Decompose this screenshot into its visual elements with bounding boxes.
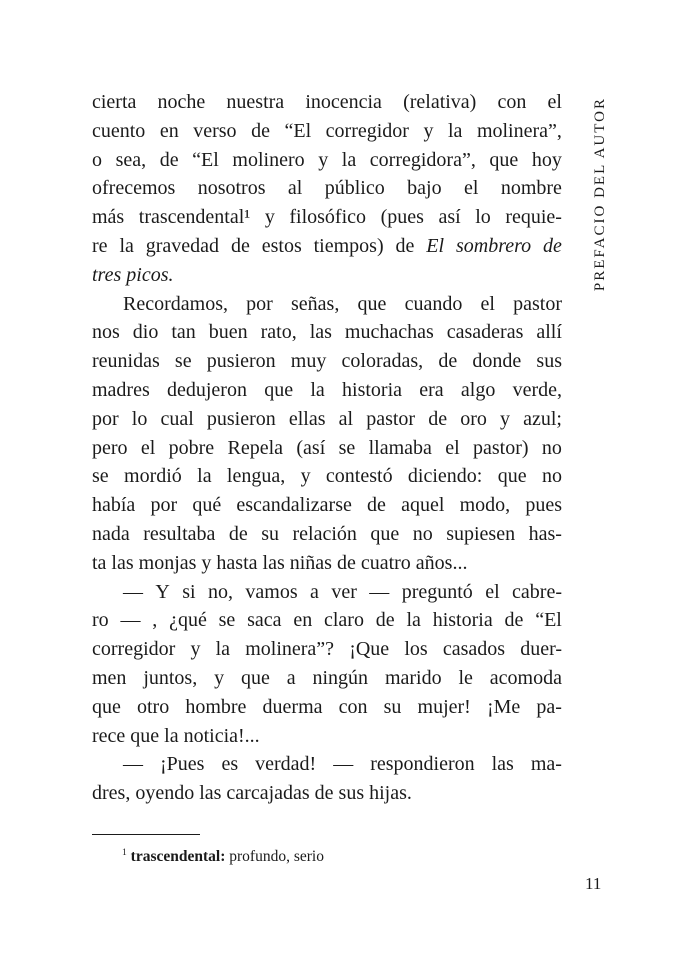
text-line: o sea, de “El molinero y la corregidora”, que hoy — [92, 148, 562, 171]
text-line: reunidas se pusieron muy coloradas, de donde sus — [92, 350, 562, 373]
text-line: se mordió la lengua, y contestó diciendo: que no — [92, 465, 562, 488]
footnote-text — [92, 843, 562, 867]
text-line: ofrecemos nosotros al público bajo el nombre — [92, 177, 562, 200]
paragraph — [92, 290, 562, 578]
text-line: cierta noche nuestra inocencia (relativa) con el — [92, 91, 562, 113]
text-line: cuento en verso de “El corregidor y la molinera”, — [92, 119, 562, 142]
text-line: re la gravedad de estos tiempos) de El sombrero de — [92, 234, 562, 257]
text-line: que otro hombre duerma con su mujer! ¡Me pa- — [92, 695, 562, 718]
text-line: ro — , ¿qué se saca en claro de la historia de “El — [92, 609, 562, 632]
paragraph — [92, 88, 562, 290]
footnote-marker: 1 — [122, 847, 127, 858]
text-line: por lo cual pusieron ellas al pastor de oro y azul; — [92, 407, 562, 430]
text-line: más trascendental¹ y filosófico (pues así lo requie- — [92, 206, 562, 229]
text-line: madres dedujeron que la historia era algo verde, — [92, 378, 562, 401]
text-line: pero el pobre Repela (así se llamaba el pastor) no — [92, 436, 562, 459]
text-line: rece que la noticia!... — [92, 724, 260, 747]
text-line: men juntos, y que a ningún marido le acomoda — [92, 666, 562, 689]
text-line: nos dio tan buen rato, las muchachas casaderas allí — [92, 321, 562, 344]
text-line: Recordamos, por señas, que cuando el pastor — [123, 292, 562, 315]
text-line: — Y si no, vamos a ver — preguntó el cabre- — [123, 580, 562, 603]
running-header: PREFACIO DEL AUTOR — [592, 97, 608, 292]
text-line: tres picos. — [92, 263, 174, 286]
paragraph — [92, 750, 562, 808]
footnote — [92, 834, 562, 867]
text-line: ta las monjas y hasta las niñas de cuatro años... — [92, 551, 468, 574]
text-line: nada resultaba de su relación que no supiesen has- — [92, 522, 562, 545]
paragraph — [92, 578, 562, 751]
text-line: corregidor y la molinera”? ¡Que los casados duer- — [92, 638, 562, 661]
text-line: dres, oyendo las carcajadas de sus hijas. — [92, 782, 412, 805]
text-line: había por qué escandalizarse de aquel modo, pues — [92, 494, 562, 517]
footnote-definition: profundo, serio — [229, 848, 324, 866]
text-block — [92, 88, 562, 808]
page-number: 11 — [585, 874, 602, 893]
text-line: — ¡Pues es verdad! — respondieron las ma- — [123, 753, 562, 776]
footnote-divider — [92, 834, 200, 835]
footnote-term: trascendental: — [130, 848, 226, 866]
